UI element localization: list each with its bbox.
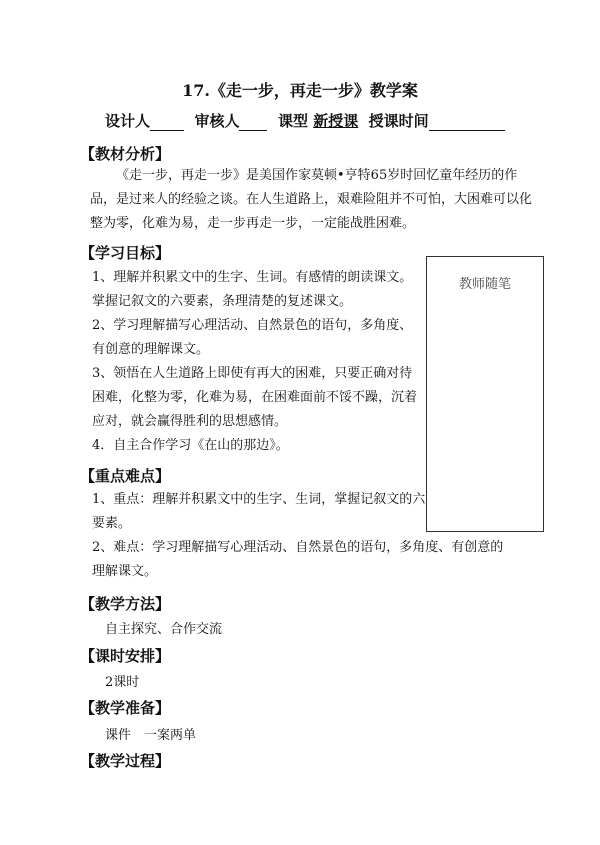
analysis-text: 《走一步，再走一步》是美国作家莫顿•亨特65岁时回忆童年经历的作品，是过来人的经验之谈。在人生道路上，艰难险阻并不可怕，大困难可以化整为零，化难为易，走一步再走一步，一定能战胜困难。 [90, 168, 533, 231]
designer-blank [150, 114, 184, 131]
key-point-2: 2、难点：学习理解描写心理活动、自然景色的语句，多角度、有创意的理解课文。 [92, 540, 504, 579]
type-label: 课型 [277, 112, 308, 130]
goals-list [92, 266, 422, 458]
section-heading-analysis: 【教材分析】 [80, 145, 171, 163]
prep-text: 课件 一案两单 [105, 728, 197, 743]
type-value: 新授课 [313, 112, 359, 130]
reviewer-label: 审核人 [194, 112, 240, 130]
teacher-notes-box [426, 256, 544, 532]
teacher-notes-label: 教师随笔 [458, 277, 511, 292]
meta-line [105, 110, 505, 131]
section-heading-goals: 【学习目标】 [80, 244, 171, 262]
section-heading-key-points: 【重点难点】 [80, 467, 171, 485]
key-point-1: 1、重点：理解并积累文中的生字、生词，掌握记叙文的六要素。 [92, 492, 426, 531]
goal-item: 3、领悟在人生道路上即使有再大的困难，只要正确对待困难，化整为零，化难为易，在困难面前不馁不躁，沉着应对，就会赢得胜利的思想感情。 [92, 366, 418, 429]
goal-item: 1、理解并积累文中的生字、生词。有感情的朗读课文。掌握记叙文的六要素，条理清楚的复述课文。 [92, 270, 413, 309]
section-heading-prep: 【教学准备】 [80, 699, 171, 717]
time-label: 授课时间 [368, 112, 429, 130]
goal-item: 4．自主合作学习《在山的那边》。 [92, 438, 289, 453]
method-text: 自主探究、合作交流 [105, 622, 223, 637]
goal-item: 2、学习理解描写心理活动、自然景色的语句，多角度、有创意的理解课文。 [92, 318, 413, 357]
time-blank [429, 114, 505, 131]
section-heading-schedule: 【课时安排】 [80, 647, 171, 665]
section-heading-process: 【教学过程】 [80, 752, 171, 770]
schedule-text: 2课时 [105, 675, 140, 690]
designer-label: 设计人 [105, 112, 151, 130]
page-title: 17.《走一步，再走一步》教学案 [182, 81, 418, 100]
reviewer-blank [239, 114, 267, 131]
section-heading-method: 【教学方法】 [80, 595, 171, 613]
